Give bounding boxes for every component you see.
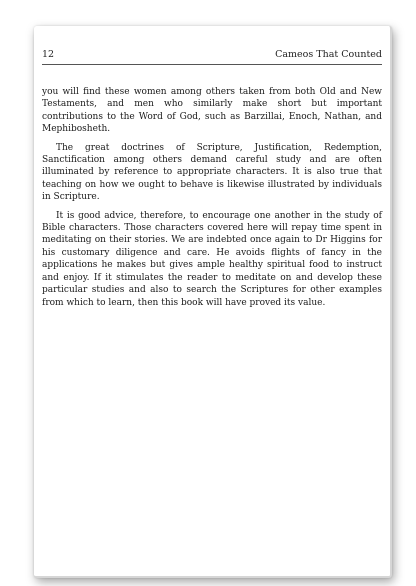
paragraph-3: It is good advice, therefore, to encourage one another in the study of Bible characters. Those characters covered here will repay time spent in meditating on their stories. We are indebted once again to Dr Higgins for his customary diligence and care. He avoids flights of fancy in the applications he makes but gives ample healthy spiritual food to instruct and enjoy. If it stimulates the reader to meditate on and develop these particular studies and also to search the Scriptures for other examples from which to learn, then this book will have proved its value.	[42, 210, 382, 308]
page-number: 12	[42, 49, 55, 60]
page-header	[42, 48, 382, 65]
body-text	[42, 86, 382, 315]
paragraph-1: you will find these women among others taken from both Old and New Testaments, and men who similarly make short but important contributions to the Word of God, such as Barzillai, Enoch, Nathan, and Mephibosheth.	[42, 87, 382, 135]
paragraph-2: The great doctrines of Scripture, Justification, Redemption, Sanctification among others demand careful study and are often illuminated by reference to appropriate characters. It is also true that teaching on how we ought to behave is likewise illustrated by individuals in Scripture.	[42, 142, 382, 203]
book-page	[34, 26, 390, 576]
running-head: Cameos That Counted	[275, 49, 382, 60]
